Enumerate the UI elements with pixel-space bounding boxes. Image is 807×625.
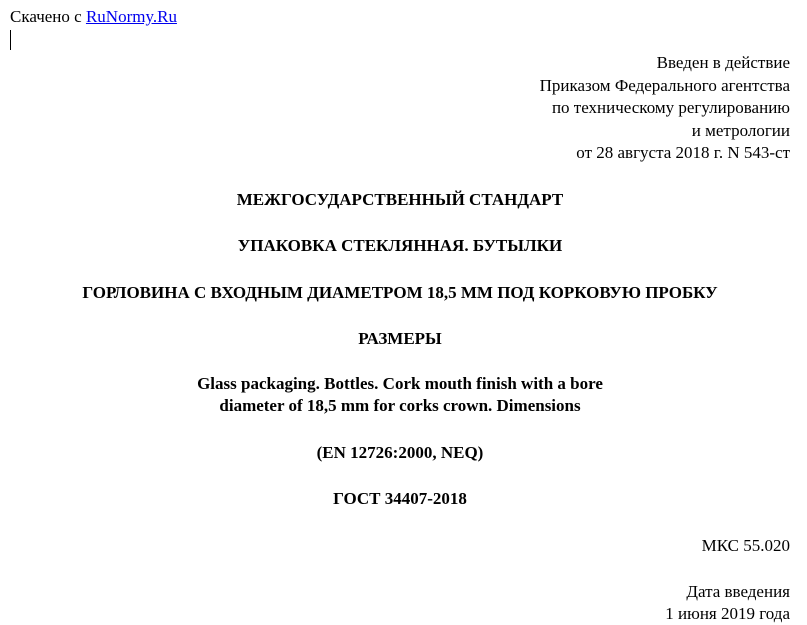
source-line (10, 6, 177, 28)
section-heading: РАЗМЕРЫ (358, 329, 442, 348)
standard-category: МЕЖГОСУДАРСТВЕННЫЙ СТАНДАРТ (236, 190, 564, 209)
english-title (0, 373, 800, 417)
reference-standard: (EN 12726:2000, NEQ) (316, 443, 484, 462)
source-link[interactable]: RuNormy.Ru (85, 7, 177, 26)
source-prefix: Скачено с (10, 7, 86, 26)
approval-block (540, 52, 790, 165)
approval-line: Введен в действие (656, 53, 790, 72)
introduction-date: 1 июня 2019 года (665, 604, 790, 623)
document-subtitle: ГОРЛОВИНА С ВХОДНЫМ ДИАМЕТРОМ 18,5 ММ ПОД КОРКОВУЮ ПРОБКУ (82, 283, 718, 302)
approval-line: по техническому регулированию (551, 98, 790, 117)
english-title-line: Glass packaging. Bottles. Cork mouth finish with a bore (197, 374, 603, 393)
standard-number: ГОСТ 34407-2018 (333, 489, 467, 508)
mks-code: МКС 55.020 (701, 536, 790, 555)
text-cursor (10, 30, 11, 50)
approval-line: от 28 августа 2018 г. N 543-ст (576, 143, 790, 162)
document-title: УПАКОВКА СТЕКЛЯННАЯ. БУТЫЛКИ (237, 236, 563, 255)
english-title-line: diameter of 18,5 mm for corks crown. Dimensions (219, 396, 581, 415)
approval-line: и метрологии (691, 120, 790, 140)
introduction-label: Дата введения (686, 582, 790, 601)
approval-line: Приказом Федерального агентства (539, 75, 790, 95)
